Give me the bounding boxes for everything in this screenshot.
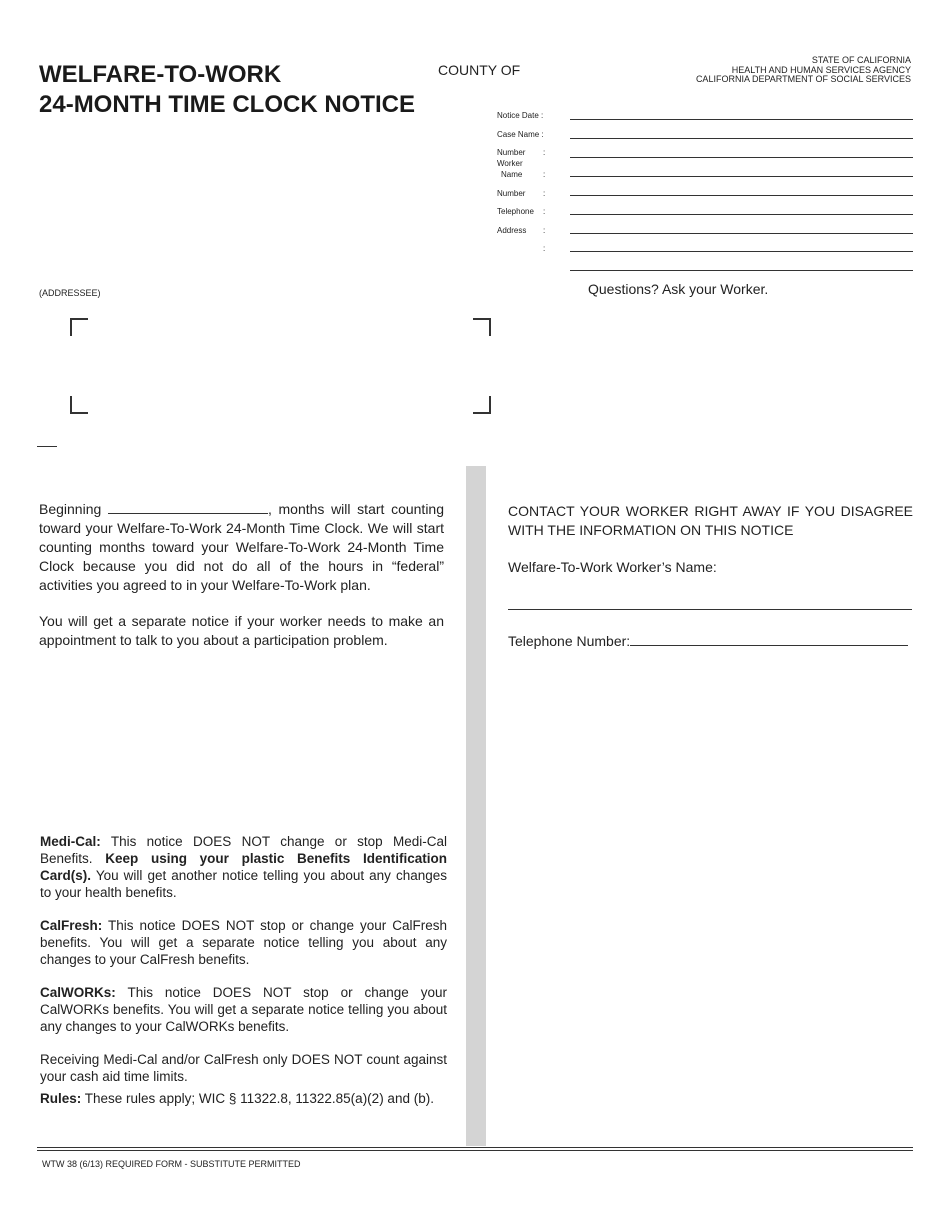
calfresh-text: This notice DOES NOT stop or change your CalFresh benefits. You will get a separate notice telling you about any changes to your CalFresh benefits.: [40, 918, 447, 967]
case-number-colon: :: [543, 148, 546, 157]
agency-line-cdss: CALIFORNIA DEPARTMENT OF SOCIAL SERVICES: [695, 74, 911, 84]
footer-rule-bottom: [37, 1150, 913, 1151]
medical-bold-text: Keep using your plastic Benefits Identification Card(s).: [40, 851, 448, 883]
worker-number-label: Number: [497, 189, 526, 198]
worker-name-blank[interactable]: [508, 609, 912, 610]
worker-number-line[interactable]: [570, 195, 913, 196]
telephone-number-row: [508, 632, 913, 651]
telephone-number-blank[interactable]: [630, 633, 908, 646]
addressee-label: (ADDRESSEE): [39, 288, 101, 298]
agency-line-hhs: HEALTH AND HUMAN SERVICES AGENCY: [731, 64, 911, 75]
calfresh-label: CalFresh:: [40, 918, 103, 933]
calworks-label: CalWORKs:: [40, 985, 116, 1000]
beginning-paragraph: [39, 500, 444, 595]
calworks-paragraph: [40, 984, 447, 1035]
medical-label: Medi-Cal:: [40, 834, 101, 849]
case-name-label: Case Name :: [497, 130, 544, 139]
form-footer: WTW 38 (6/13) REQUIRED FORM - SUBSTITUTE PERMITTED: [42, 1159, 301, 1169]
calfresh-paragraph: [40, 917, 447, 968]
address-window-corner-bottom-right: [473, 396, 491, 414]
rules-paragraph: [40, 1090, 447, 1107]
address-colon-2: :: [543, 244, 546, 253]
worker-name-prompt: Welfare-To-Work Worker’s Name:: [508, 559, 717, 575]
address-line-1[interactable]: [570, 233, 913, 234]
calworks-text: This notice DOES NOT stop or change your CalWORKs benefits. You will get a separate notice telling you about any changes to your CalWORKs benefits.: [40, 985, 447, 1034]
telephone-colon: :: [543, 207, 546, 216]
medical-paragraph: [40, 833, 447, 901]
case-number-line[interactable]: [570, 157, 913, 158]
form-title-line1: WELFARE-TO-WORK: [39, 61, 282, 88]
agency-block: [696, 56, 911, 85]
column-divider: [466, 466, 486, 1146]
telephone-label: Telephone: [497, 207, 534, 216]
worker-number-colon: :: [543, 189, 546, 198]
medical-text: This notice DOES NOT change or stop Medi-Cal Benefits.: [40, 834, 447, 866]
questions-note: Questions? Ask your Worker.: [588, 281, 769, 297]
rules-text: These rules apply; WIC § 11322.8, 11322.85(a)(2) and (b).: [81, 1091, 434, 1106]
beginning-word: Beginning: [39, 501, 102, 517]
address-window-corner-top-right: [473, 318, 491, 336]
form-title: [39, 60, 415, 120]
separate-notice-paragraph: You will get a separate notice if your worker needs to make an appointment to talk to you about a participation problem.: [39, 613, 444, 648]
address-label: Address: [497, 226, 527, 235]
telephone-number-label: Telephone Number:: [508, 633, 631, 649]
notice-date-line[interactable]: [570, 119, 913, 120]
case-number-label: Number: [497, 148, 526, 157]
medical-text-2: You will get another notice telling you about any changes to your health benefits.: [40, 868, 447, 900]
worker-name-colon: :: [543, 170, 546, 179]
rules-label: Rules:: [40, 1091, 82, 1106]
benefits-section: [40, 833, 447, 1123]
address-line-3[interactable]: [570, 270, 913, 271]
county-label: COUNTY OF: [438, 62, 521, 78]
worker-label: Worker: [497, 159, 523, 168]
address-line-2[interactable]: [570, 251, 913, 252]
receiving-paragraph: Receiving Medi-Cal and/or CalFresh only DOES NOT count against your cash aid time limits.: [40, 1052, 447, 1084]
agency-line-state: STATE OF CALIFORNIA: [811, 55, 911, 65]
case-name-line[interactable]: [570, 138, 913, 139]
notice-date-label: Notice Date :: [497, 111, 544, 120]
contact-worker-notice: CONTACT YOUR WORKER RIGHT AWAY IF YOU DISAGREE WITH THE INFORMATION ON THIS NOTICE: [508, 503, 913, 538]
worker-name-line[interactable]: [570, 176, 913, 177]
address-window-corner-top-left: [70, 318, 88, 336]
telephone-line[interactable]: [570, 214, 913, 215]
worker-name-label: Name: [501, 170, 523, 179]
beginning-date-blank[interactable]: [108, 501, 268, 514]
address-window-corner-bottom-left: [70, 396, 88, 414]
form-title-line2: 24-MONTH TIME CLOCK NOTICE: [39, 91, 415, 118]
footer-rule-top: [37, 1147, 913, 1148]
fold-mark: [37, 446, 57, 447]
address-colon: :: [543, 226, 546, 235]
beginning-text: , months will start counting toward your Welfare-To-Work 24-Month Time Clock. We will start counting months toward your Welfare-To-Work 24-Month Time Clock because you did not do all of the hours in “federal” activities you agreed to in your Welfare-To-Work plan.: [39, 501, 444, 593]
